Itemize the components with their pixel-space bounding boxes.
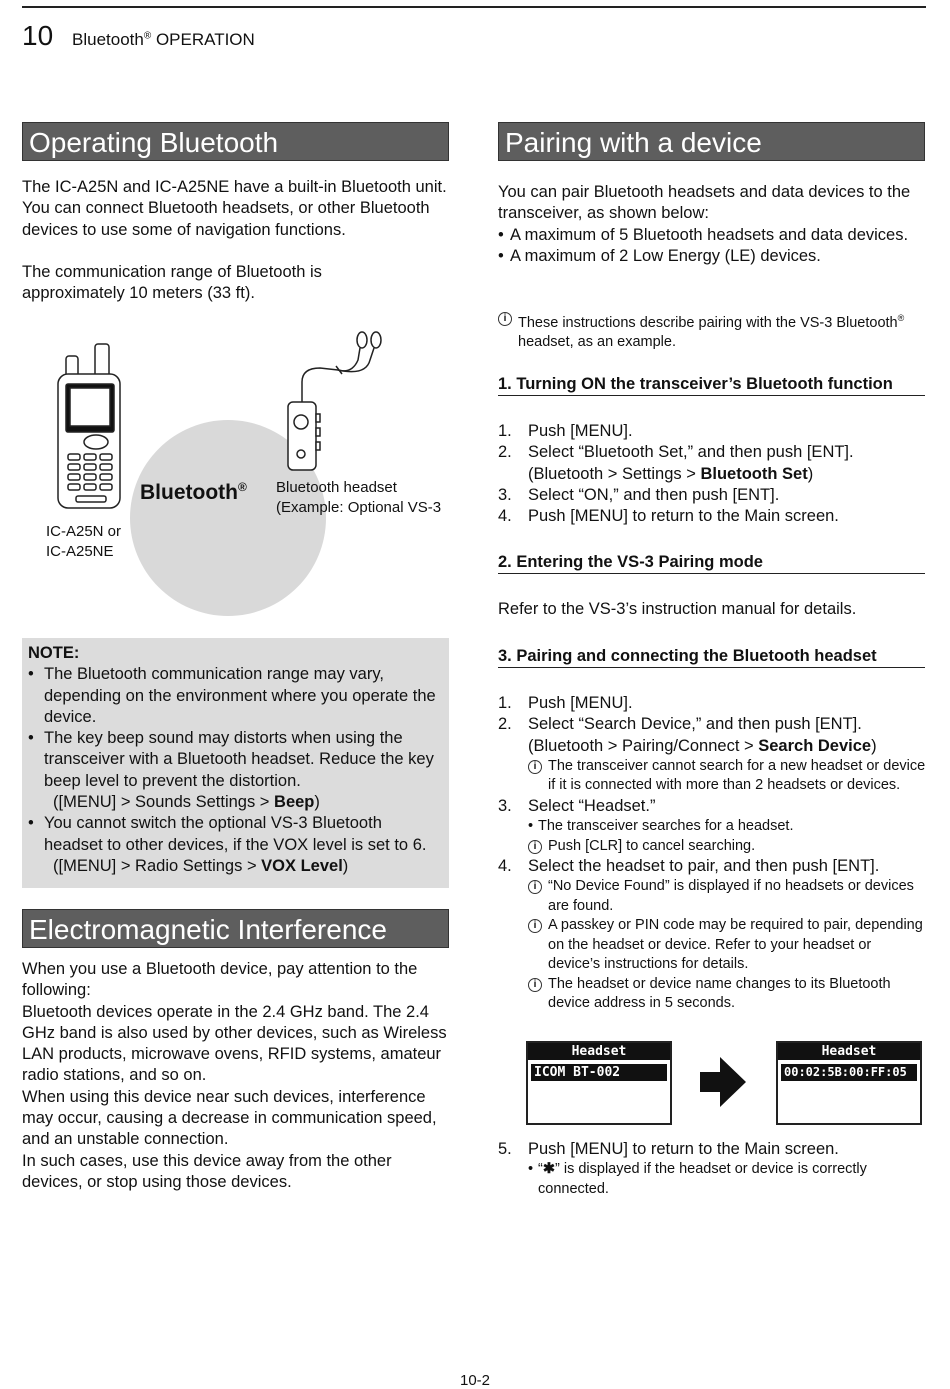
lcd-title: Headset xyxy=(528,1043,670,1060)
step3-heading: 3. Pairing and connecting the Bluetooth headset xyxy=(498,646,925,668)
transceiver-illustration xyxy=(58,344,120,508)
note-item: • The Bluetooth communication range may vary, depending on the environment where you operate the device. xyxy=(28,665,436,726)
transceiver-label: IC-A25N or IC-A25NE xyxy=(46,523,122,560)
info-icon: i xyxy=(498,312,512,326)
footer-page-number: 10-2 xyxy=(459,1372,491,1389)
lcd-screen-before xyxy=(526,1041,672,1125)
info-icon: i xyxy=(528,919,542,933)
operating-bluetooth-heading: Operating Bluetooth xyxy=(22,122,449,161)
menu-path: (Bluetooth > Pairing/Connect > Search Device) xyxy=(528,736,877,755)
pairing-heading: Pairing with a device xyxy=(498,122,925,161)
lcd-value: ICOM BT-002 xyxy=(531,1064,667,1081)
lcd-screen-after xyxy=(776,1041,922,1125)
info-icon: i xyxy=(528,840,542,854)
headset-label: Bluetooth headset (Example: Optional VS-3 xyxy=(276,479,442,516)
note-item: • The key beep sound may distorts when using the transceiver with a Bluetooth headset. Reduce the key beep level to prevent the distortion. ([MENU] > Sounds Settings > Beep) xyxy=(28,728,443,813)
step1-list: 1. Push [MENU]. 2. Select “Bluetooth Set,” and then push [ENT]. (Bluetooth > Settings > Bluetooth Set) 3. Select “ON,” and then push [ENT]. 4. Push [MENU] to return to the Main screen. xyxy=(498,421,926,527)
emi-body: When you use a Bluetooth device, pay attention to the following: Bluetooth devices operate in the 2.4 GHz band. The 2.4 GHz band is also used by other devices, such as Wireless LAN products, microwave ovens, RFID systems, amateur radio stations, and so on. When using this device near such devices, interference may occur, causing a decrease in communication speed, and an unstable connection. In such cases, use this device away from the other devices, or stop using those devices. xyxy=(22,960,447,1191)
arrow-right-icon xyxy=(698,1055,748,1114)
header-rule xyxy=(22,6,926,8)
bluetooth-label: Bluetooth® xyxy=(140,480,247,504)
intro-paragraph: The IC-A25N and IC-A25NE have a built-in Bluetooth unit. You can connect Bluetooth headsets, or other Bluetooth devices to use some of navigation functions. xyxy=(22,178,447,239)
note-title: NOTE: xyxy=(28,644,80,662)
bluetooth-figure xyxy=(40,330,460,620)
info-icon: i xyxy=(528,880,542,894)
lcd-value: 00:02:5B:00:FF:05 xyxy=(781,1064,917,1081)
page-number: 10 xyxy=(22,20,54,51)
note-item: • You cannot switch the optional VS-3 Bluetooth headset to other devices, if the VOX level is set to 6. ([MENU] > Radio Settings > VOX Level) xyxy=(28,813,443,877)
example-info: i These instructions describe pairing with the VS-3 Bluetooth® headset, as an example. xyxy=(498,309,938,353)
step2-heading: 2. Entering the VS-3 Pairing mode xyxy=(498,552,925,574)
headset-illustration xyxy=(288,332,381,470)
menu-path: ([MENU] > Sounds Settings > Beep) xyxy=(53,793,320,812)
note-box xyxy=(22,638,449,888)
lcd-title: Headset xyxy=(778,1043,920,1060)
pairing-intro: You can pair Bluetooth headsets and data devices to the transceiver, as shown below: • A maximum of 5 Bluetooth headsets and data devices. • A maximum of 2 Low Energy (LE) devices. xyxy=(498,183,911,265)
step1-heading: 1. Turning ON the transceiver’s Bluetooth function xyxy=(498,374,925,396)
range-paragraph: The communication range of Bluetooth is approximately 10 meters (33 ft). xyxy=(22,263,322,303)
info-icon: i xyxy=(528,760,542,774)
emi-heading: Electromagnetic Interference xyxy=(22,909,449,948)
step5: 5. Push [MENU] to return to the Main screen. • “✱” is displayed if the headset or device is correctly connected. xyxy=(498,1140,867,1197)
menu-path: (Bluetooth > Settings > Bluetooth Set) xyxy=(528,464,814,483)
step2-text: Refer to the VS-3’s instruction manual for details. xyxy=(498,600,857,618)
step3-list: 1. Push [MENU]. 2. Select “Search Device,” and then push [ENT]. (Bluetooth > Pairing/Connect > Search Device) i The transceiver cannot search for a new headset or device if it is connected with more than 2 headsets or devices. 3. Select “Headset.” • The transceiver searches for a headset. i Push [CLR] to cancel searching. 4. Select the headset to pair, and then push [ENT]. i “No Device Found” is displayed if no headsets or devices are found. i A passkey or PIN code may be required to pair, depending on the headset or device. Refer to your headset or device’s instructions for details. i The headset or device name changes to its Bluetooth device address in 5 seconds. xyxy=(498,694,926,1012)
menu-path: ([MENU] > Radio Settings > VOX Level) xyxy=(53,856,349,875)
info-icon: i xyxy=(528,978,542,992)
bluetooth-connected-icon: ✱ xyxy=(542,1161,555,1178)
chapter-title: Bluetooth® OPERATION xyxy=(72,30,255,49)
bluetooth-illustration xyxy=(40,330,460,620)
